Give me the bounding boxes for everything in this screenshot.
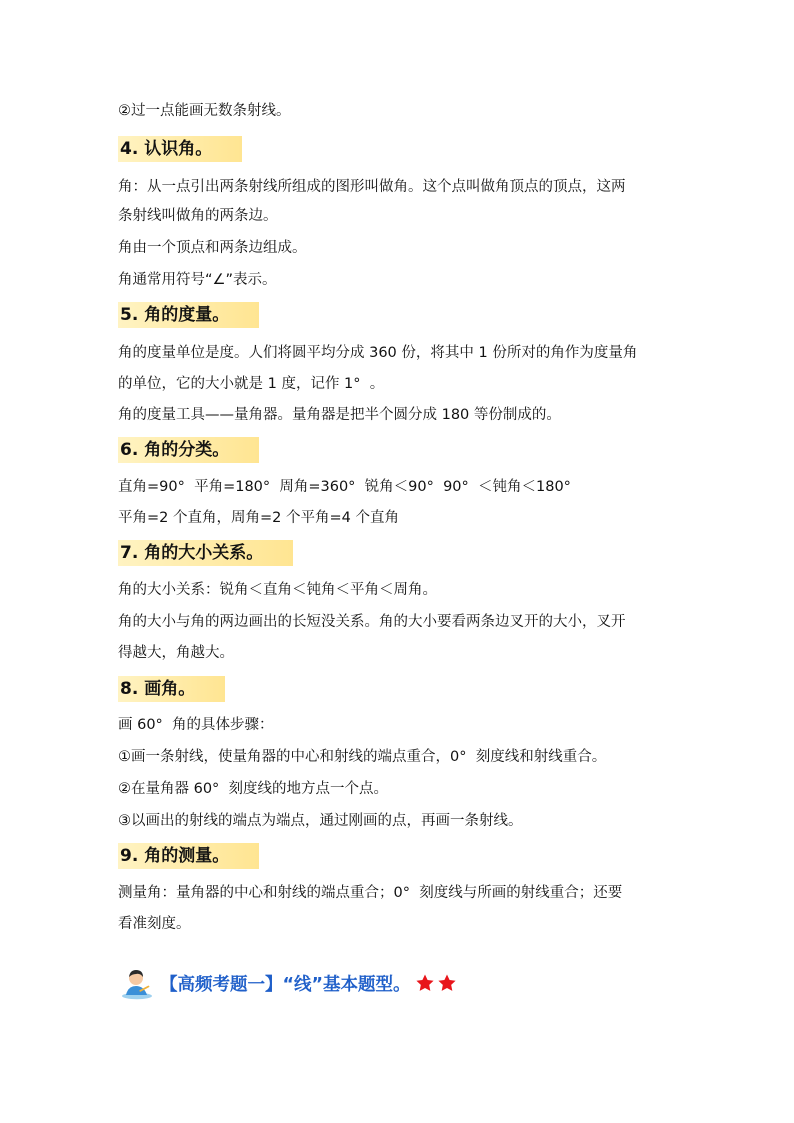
section-5-heading-wrap bbox=[118, 302, 678, 328]
paragraph: 角通常用符号“∠”表示。 bbox=[118, 272, 277, 288]
section-8-body bbox=[118, 714, 678, 832]
section-8-heading: 8. 画角。 bbox=[118, 676, 225, 702]
section-4-heading: 4. 认识角。 bbox=[118, 136, 242, 162]
paragraph: 角：从一点引出两条射线所组成的图形叫做角。这个点叫做角顶点的顶点，这两 bbox=[118, 179, 626, 195]
section-6-body bbox=[118, 476, 678, 529]
student-writing-icon bbox=[120, 966, 154, 1000]
section-5-heading: 5. 角的度量。 bbox=[118, 302, 259, 328]
section-6-heading: 6. 角的分类。 bbox=[118, 437, 259, 463]
section-9-body bbox=[118, 882, 678, 935]
section-9-heading: 9. 角的测量。 bbox=[118, 843, 259, 869]
paragraph: 直角=90° 平角=180° 周角=360° 锐角＜90° 90° ＜钝角＜180° bbox=[118, 479, 571, 495]
paragraph: 角的度量单位是度。人们将圆平均分成 360 份，将其中 1 份所对的角作为度量角 bbox=[118, 345, 638, 361]
paragraph: 得越大，角越大。 bbox=[118, 645, 234, 661]
top-note bbox=[118, 100, 678, 122]
paragraph: 看准刻度。 bbox=[118, 916, 191, 932]
section-9-heading-wrap bbox=[118, 843, 678, 869]
paragraph: 的单位，它的大小就是 1 度，记作 1° 。 bbox=[118, 376, 385, 392]
section-4-body bbox=[118, 176, 678, 291]
paragraph: 平角=2 个直角，周角=2 个平角=4 个直角 bbox=[118, 510, 399, 526]
paragraph: ①画一条射线，使量角器的中心和射线的端点重合，0° 刻度线和射线重合。 bbox=[118, 749, 607, 765]
paragraph: 角由一个顶点和两条边组成。 bbox=[118, 240, 307, 256]
paragraph: 测量角：量角器的中心和射线的端点重合；0° 刻度线与所画的射线重合；还要 bbox=[118, 885, 623, 901]
banner-title: 【高频考题一】“线”基本题型。 bbox=[160, 974, 411, 995]
paragraph: 画 60° 角的具体步骤： bbox=[118, 717, 274, 733]
section-4-heading-wrap bbox=[118, 136, 678, 162]
section-6-heading-wrap bbox=[118, 437, 678, 463]
section-5-body bbox=[118, 342, 678, 426]
paragraph: 角的度量工具——量角器。量角器是把半个圆分成 180 等份制成的。 bbox=[118, 407, 561, 423]
paragraph: ③以画出的射线的端点为端点，通过刚画的点，再画一条射线。 bbox=[118, 813, 523, 829]
paragraph: 条射线叫做角的两条边。 bbox=[118, 208, 278, 224]
difficulty-stars bbox=[415, 973, 459, 993]
paragraph: 角的大小关系：锐角＜直角＜钝角＜平角＜周角。 bbox=[118, 582, 437, 598]
star-icon bbox=[415, 973, 435, 993]
paragraph: ②在量角器 60° 刻度线的地方点一个点。 bbox=[118, 781, 389, 797]
section-8-heading-wrap bbox=[118, 676, 678, 702]
exam-topic-banner bbox=[120, 966, 459, 1000]
section-7-heading: 7. 角的大小关系。 bbox=[118, 540, 293, 566]
section-7-body bbox=[118, 579, 678, 664]
paragraph: 角的大小与角的两边画出的长短没关系。角的大小要看两条边叉开的大小，叉开 bbox=[118, 614, 626, 630]
section-7-heading-wrap bbox=[118, 540, 678, 566]
star-icon bbox=[437, 973, 457, 993]
paragraph: ②过一点能画无数条射线。 bbox=[118, 103, 291, 119]
